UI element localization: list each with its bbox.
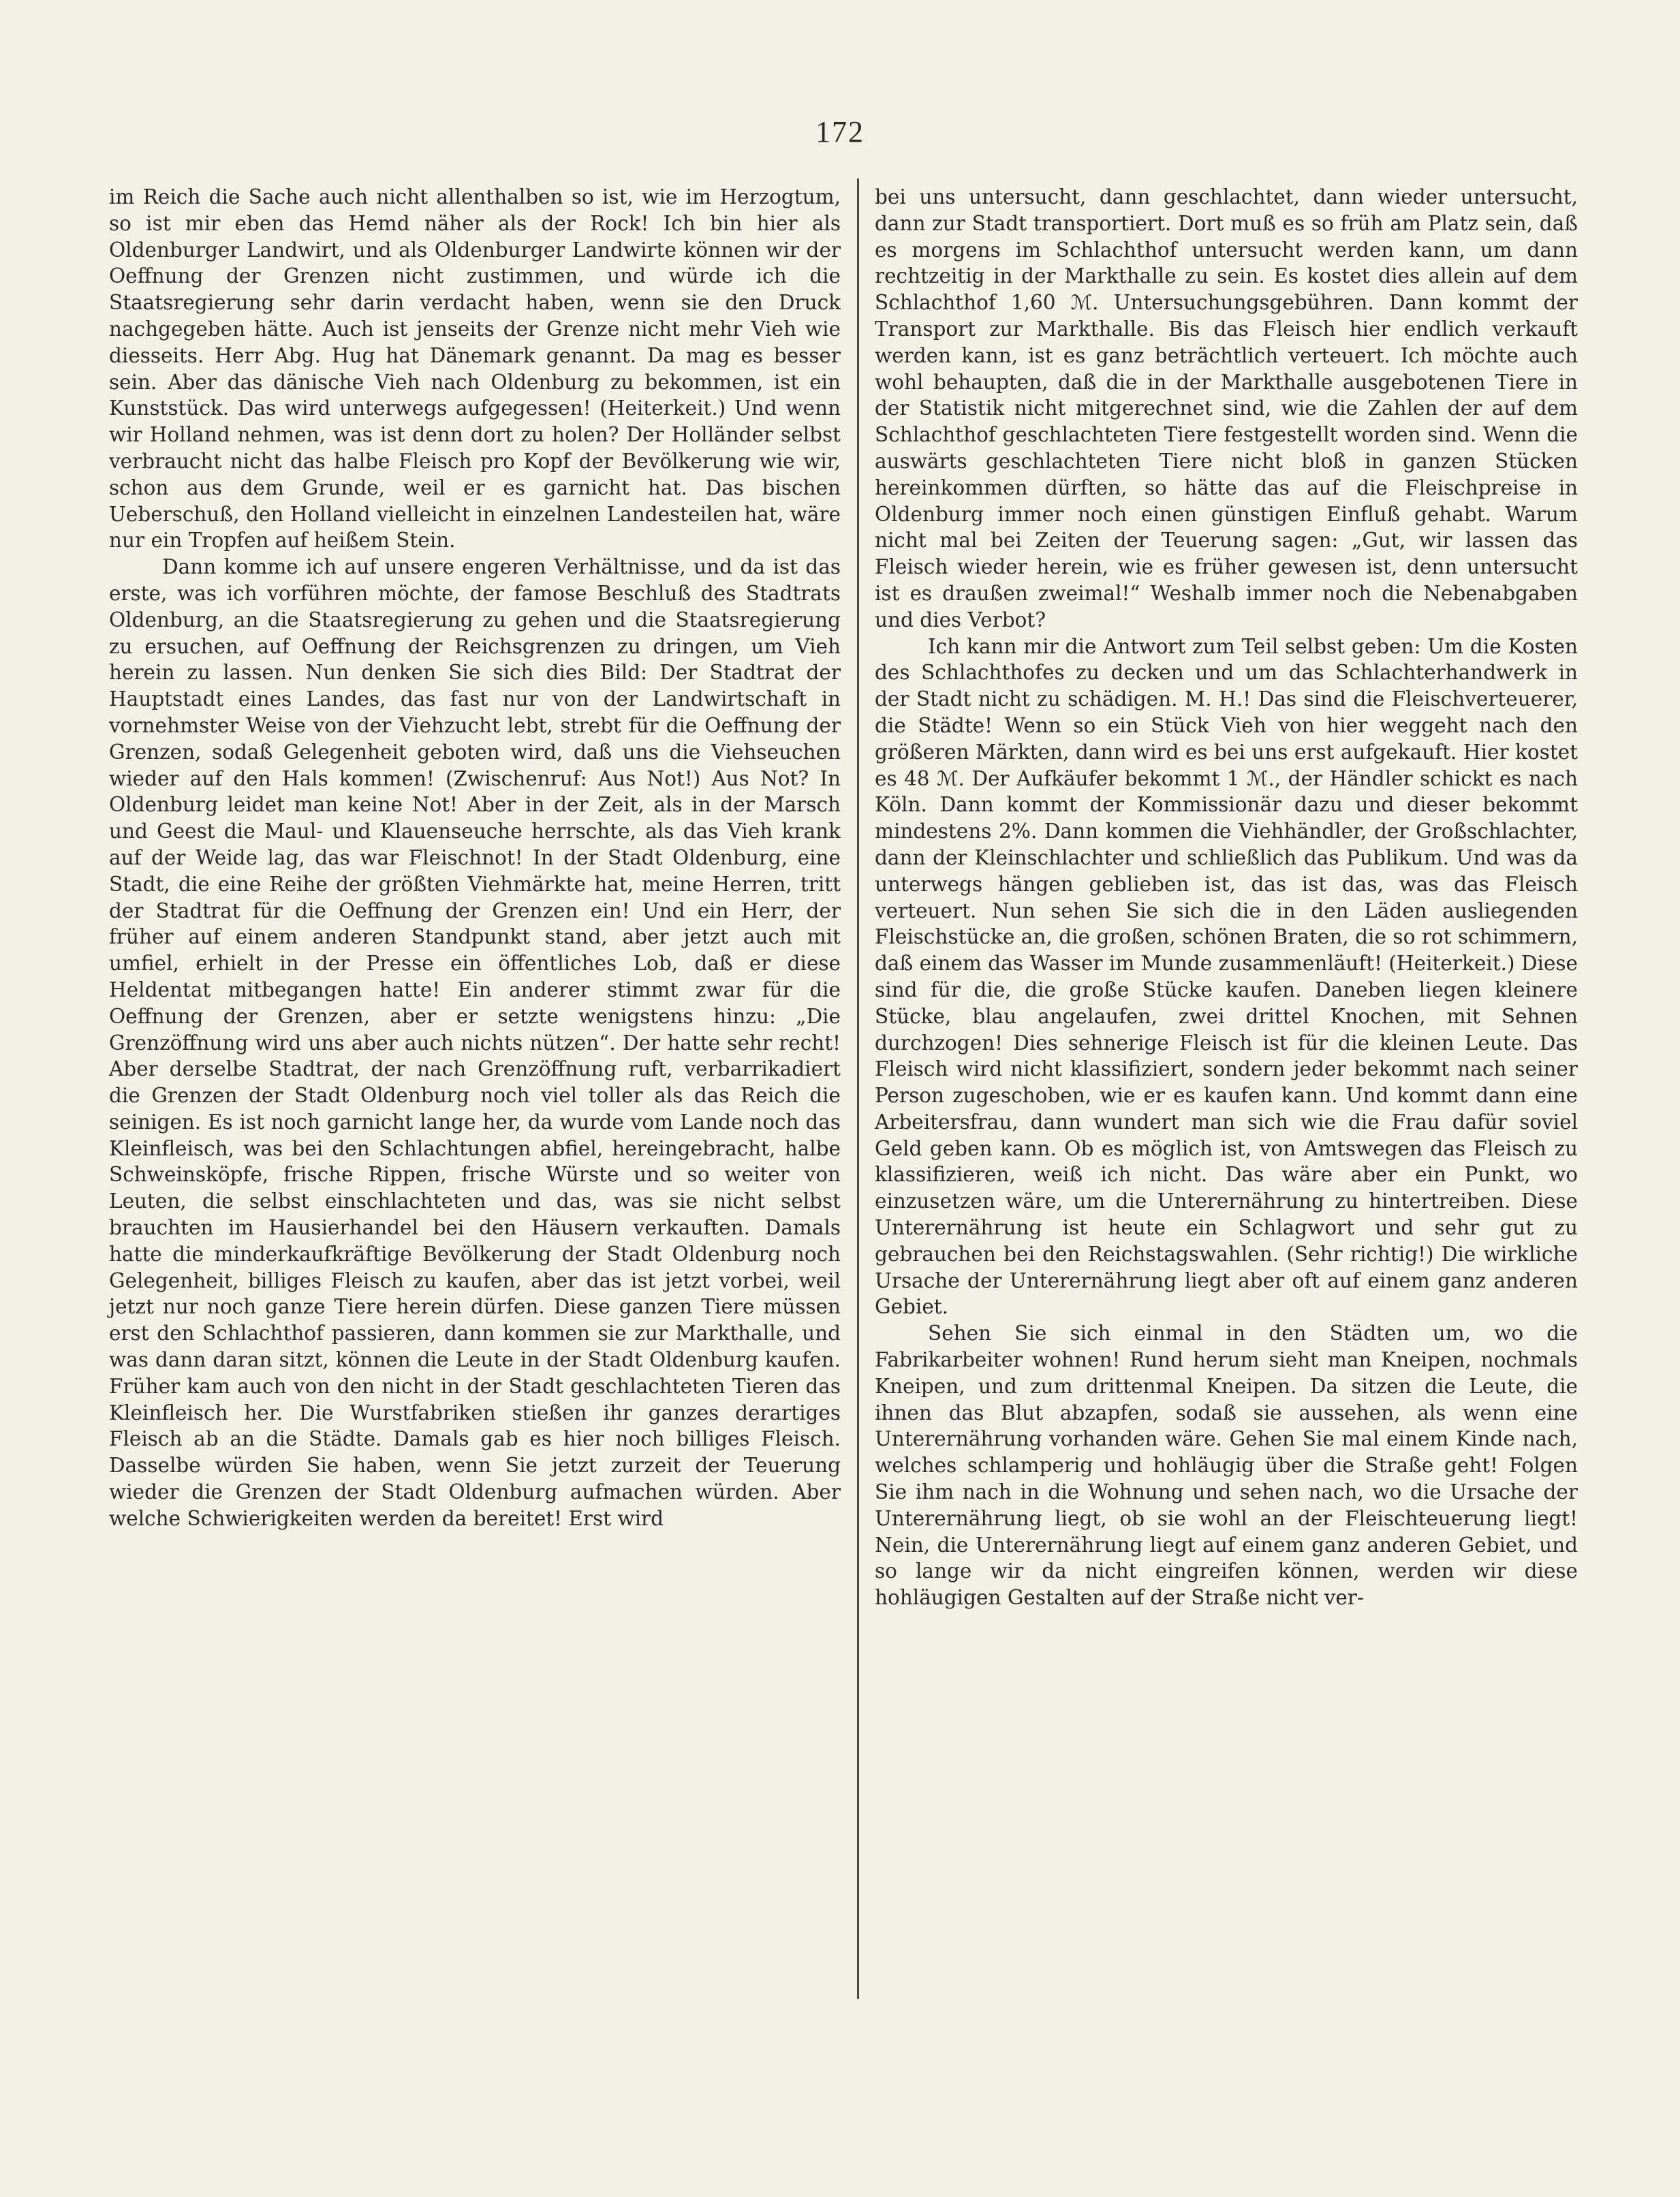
left-text-column: [109, 184, 841, 2125]
paragraph: Ich kann mir die Antwort zum Teil selbst geben: Um die Kosten des Schlachthofes zu decken und um das Schlachterhandwerk in der Stadt nicht zu schädigen. M. H.! Das sind die Fleischverteuerer, die Städte! Wenn so ein Stück Vieh von hier weggeht nach den größeren Märkten, dann wird es bei uns erst aufgekauft. Hier kostet es 48 ℳ. Der Aufkäufer bekommt 1 ℳ., der Händler schickt es nach Köln. Dann kommt der Kommissionär dazu und dieser bekommt mindestens 2%. Dann kommen die Viehhändler, der Großschlachter, dann der Kleinschlachter und schließlich das Publikum. Und was da unterwegs hängen geblieben ist, das ist das, was das Fleisch verteuert. Nun sehen Sie sich die in den Läden ausliegenden Fleischstücke an, die großen, schönen Braten, die so rot schimmern, daß einem das Wasser im Munde zusammenläuft! (Heiterkeit.) Diese sind für die, die große Stücke kaufen. Daneben liegen kleinere Stücke, blau angelaufen, zwei drittel Knochen, mit Sehnen durchzogen! Dies sehnerige Fleisch ist für die kleinen Leute. Das Fleisch wird nicht klassifiziert, sondern jeder bekommt nach seiner Person zugeschoben, wie er es kaufen kann. Und kommt dann eine Arbeitersfrau, dann wundert man sich wie die Frau dafür soviel Geld geben kann. Ob es möglich ist, von Amtswegen das Fleisch zu klassifizieren, weiß ich nicht. Das wäre aber ein Punkt, wo einzusetzen wäre, um die Unterernährung zu hintertreiben. Diese Unterernährung ist heute ein Schlagwort und sehr gut zu gebrauchen bei den Reichstagswahlen. (Sehr richtig!) Die wirkliche Ursache der Unterernährung liegt aber oft auf einem ganz anderen Gebiet.: [875, 634, 1578, 1319]
paragraph: im Reich die Sache auch nicht allenthalben so ist, wie im Herzogtum, so ist mir eben das Hemd näher als der Rock! Ich bin hier als Oldenburger Landwirt, und als Oldenburger Landwirte können wir der Oeffnung der Grenzen nicht zustimmen, und würde ich die Staatsregierung sehr darin verdacht haben, wenn sie den Druck nachgegeben hätte. Auch ist jenseits der Grenze nicht mehr Vieh wie diesseits. Herr Abg. Hug hat Dänemark genannt. Da mag es besser sein. Aber das dänische Vieh nach Oldenburg zu bekommen, ist ein Kunststück. Das wird unterwegs aufgegessen! (Heiterkeit.) Und wenn wir Holland nehmen, was ist denn dort zu holen? Der Holländer selbst verbraucht nicht das halbe Fleisch pro Kopf der Bevölkerung wie wir, schon aus dem Grunde, weil er es garnicht hat. Das bischen Ueberschuß, den Holland vielleicht in einzelnen Landesteilen hat, wäre nur ein Tropfen auf heißem Stein.: [109, 185, 841, 552]
page-number: 172: [815, 115, 865, 149]
right-text-column: [875, 184, 1578, 2125]
column-divider: [857, 178, 859, 1999]
paragraph: Dann komme ich auf unsere engeren Verhältnisse, und da ist das erste, was ich vorführen möchte, der famose Beschluß des Stadtrats Oldenburg, an die Staatsregierung zu gehen und die Staatsregierung zu ersuchen, auf Oeffnung der Reichsgrenzen zu dringen, um Vieh herein zu lassen. Nun denken Sie sich dies Bild: Der Stadtrat der Hauptstadt eines Landes, das fast nur von der Landwirtschaft in vornehmster Weise von der Viehzucht lebt, strebt für die Oeffnung der Grenzen, sodaß Gelegenheit geboten wird, daß uns die Viehseuchen wieder auf den Hals kommen! (Zwischenruf: Aus Not!) Aus Not? In Oldenburg leidet man keine Not! Aber in der Zeit, als in der Marsch und Geest die Maul- und Klauenseuche herrschte, als das Vieh krank auf der Weide lag, das war Fleischnot! In der Stadt Oldenburg, eine Stadt, die eine Reihe der größten Viehmärkte hat, meine Herren, tritt der Stadtrat für die Oeffnung der Grenzen ein! Und ein Herr, der früher auf einem anderen Standpunkt stand, aber jetzt auch mit umfiel, erhielt in der Presse ein öffentliches Lob, daß er diese Heldentat mitbegangen hatte! Ein anderer stimmt zwar für die Oeffnung der Grenzen, aber er setzte wenigstens hinzu: „Die Grenzöffnung wird uns aber auch nichts nützen“. Der hatte sehr recht! Aber derselbe Stadtrat, der nach Grenzöffnung ruft, verbarrikadiert die Grenzen der Stadt Oldenburg noch viel toller als das Reich die seinigen. Es ist noch garnicht lange her, da wurde vom Lande noch das Kleinfleisch, was bei den Schlachtungen abfiel, hereingebracht, halbe Schweinsköpfe, frische Rippen, frische Würste und so weiter von Leuten, die selbst einschlachteten und das, was sie nicht selbst brauchten im Hausierhandel bei den Häusern verkauften. Damals hatte die minderkaufkräftige Bevölkerung der Stadt Oldenburg noch Gelegenheit, billiges Fleisch zu kaufen, aber das ist jetzt vorbei, weil jetzt nur noch ganze Tiere herein dürfen. Diese ganzen Tiere müssen erst den Schlachthof passieren, dann kommen sie zur Markthalle, und was dann daran sitzt, können die Leute in der Stadt Oldenburg kaufen. Früher kam auch von den nicht in der Stadt geschlachteten Tieren das Kleinfleisch her. Die Wurstfabriken stießen ihr ganzes derartiges Fleisch ab an die Städte. Damals gab es hier noch billiges Fleisch. Dasselbe würden Sie haben, wenn Sie jetzt zurzeit der Teuerung wieder die Grenzen der Stadt Oldenburg aufmachen würden. Aber welche Schwierigkeiten werden da bereitet! Erst wird: [109, 555, 841, 1530]
paragraph: Sehen Sie sich einmal in den Städten um, wo die Fabrikarbeiter wohnen! Rund herum sieht man Kneipen, nochmals Kneipen, und zum drittenmal Kneipen. Da sitzen die Leute, die ihnen das Blut abzapfen, sodaß sie aussehen, als wenn eine Unterernährung vorhanden wäre. Gehen Sie mal einem Kinde nach, welches schlamperig und hohläugig über die Straße geht! Folgen Sie ihm nach in die Wohnung und sehen nach, wo die Ursache der Unterernährung liegt, ob sie wohl an der Fleischteuerung liegt! Nein, die Unterernährung liegt auf einem ganz anderen Gebiet, und so lange wir da nicht eingreifen können, werden wir diese hohläugigen Gestalten auf der Straße nicht ver-: [875, 1322, 1578, 1610]
paragraph: bei uns untersucht, dann geschlachtet, dann wieder untersucht, dann zur Stadt transportiert. Dort muß es so früh am Platz sein, daß es morgens im Schlachthof untersucht werden kann, um dann rechtzeitig in der Markthalle zu sein. Es kostet dies allein auf dem Schlachthof 1,60 ℳ. Untersuchungsgebühren. Dann kommt der Transport zur Markthalle. Bis das Fleisch hier endlich verkauft werden kann, ist es ganz beträchtlich verteuert. Ich möchte auch wohl behaupten, daß die in der Markthalle ausgebotenen Tiere in der Statistik nicht mitgerechnet sind, wie die Zahlen der auf dem Schlachthof geschlachteten Tiere festgestellt worden sind. Wenn die auswärts geschlachteten Tiere nicht bloß in ganzen Stücken hereinkommen dürften, so hätte das auf die Fleischpreise in Oldenburg immer noch einen günstigen Einfluß gehabt. Warum nicht mal bei Zeiten der Teuerung sagen: „Gut, wir lassen das Fleisch wieder herein, wie es früher gewesen ist, denn untersucht ist es draußen zweimal!“ Weshalb immer noch die Nebenabgaben und dies Verbot?: [875, 185, 1578, 632]
